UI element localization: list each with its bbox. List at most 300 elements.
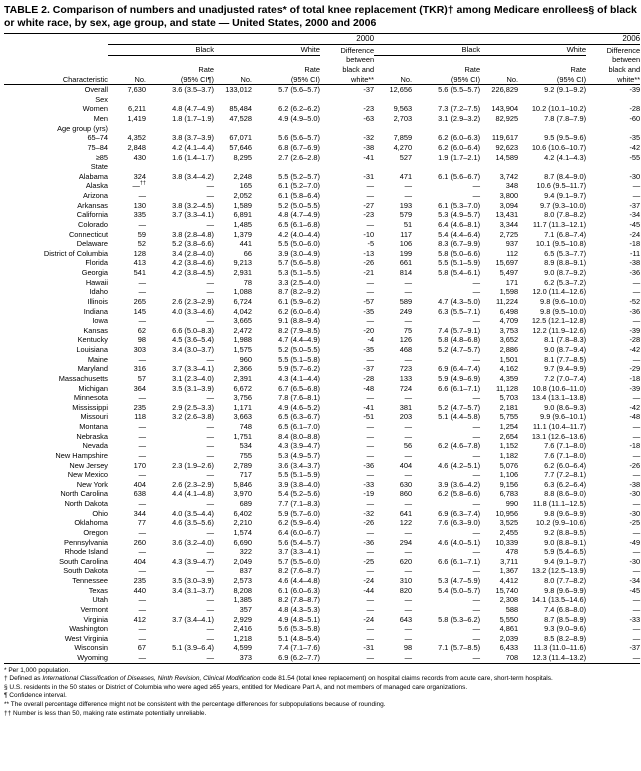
empty-cell: [412, 162, 480, 172]
table-row: [4, 538, 640, 548]
cell-white-2000-no: 3,663: [233, 412, 252, 422]
cell-white-2006-rate: 8.1 (7.8–8.3): [544, 335, 587, 345]
row-label: Idaho: [89, 287, 108, 297]
header-diff-2006-l1: Difference: [606, 45, 641, 55]
empty-cell: [374, 95, 412, 105]
cell-white-2006-rate: 13.4 (13.1–13.8): [531, 393, 587, 403]
cell-black-2000-no: 7,630: [127, 85, 146, 95]
cell-diff-2000: -35: [363, 345, 375, 355]
cell-black-2006-rate: 5.8 (5.4–6.1): [438, 268, 481, 278]
empty-cell: [214, 162, 252, 172]
cell-diff-2000: -33: [363, 479, 375, 489]
header-rate-black-2000: Rate: [198, 64, 214, 74]
cell-diff-2006: -52: [629, 296, 641, 306]
cell-white-2006-rate: 8.7 (8.4–9.0): [544, 171, 587, 181]
cell-diff-2006: -18: [629, 373, 641, 383]
cell-diff-2006: —: [632, 624, 641, 634]
row-label: Minnesota: [73, 393, 108, 403]
cell-black-2006-no: 527: [399, 152, 413, 162]
cell-diff-2000: —: [366, 499, 375, 509]
header-blank-7: [252, 55, 320, 65]
cell-black-2006-no: 199: [399, 248, 413, 258]
cell-diff-2006: —: [632, 287, 641, 297]
header-black-2000: Black: [108, 44, 214, 55]
cell-black-2000-no: —: [138, 450, 146, 460]
empty-cell: [146, 124, 214, 134]
cell-black-2006-no: —: [404, 470, 413, 480]
cell-diff-2006: —: [632, 191, 641, 201]
cell-diff-2000: -63: [363, 114, 375, 124]
table-row: [4, 374, 640, 384]
cell-diff-2000: -24: [363, 614, 375, 624]
cell-white-2000-no: 748: [239, 422, 252, 432]
cell-white-2000-rate: 5.3 (5.1–5.5): [278, 268, 320, 278]
cell-diff-2000: -20: [363, 325, 375, 335]
row-label: Iowa: [92, 316, 108, 326]
cell-diff-2006: -48: [629, 412, 641, 422]
cell-white-2006-no: 3,800: [499, 191, 519, 201]
row-label: Rhode Island: [64, 547, 108, 557]
empty-cell: [374, 124, 412, 134]
empty-cell: [252, 124, 320, 134]
header-rate-white-2000: Rate: [304, 64, 320, 74]
cell-black-2000-rate: —: [206, 441, 214, 451]
cell-black-2006-no: —: [404, 316, 413, 326]
cell-diff-2006: -36: [629, 306, 641, 316]
cell-black-2006-no: 106: [399, 239, 413, 249]
cell-white-2000-rate: 6.7 (6.5–6.8): [278, 383, 320, 393]
cell-white-2006-no: 11,224: [496, 296, 519, 306]
cell-black-2000-no: 430: [133, 152, 146, 162]
cell-diff-2006: —: [632, 499, 641, 509]
row-label: Pennsylvania: [64, 537, 108, 547]
cell-white-2000-no: 8,295: [233, 152, 252, 162]
cell-white-2006-no: 937: [505, 239, 519, 249]
cell-white-2000-no: 373: [214, 653, 252, 663]
header-blank-8: [374, 55, 412, 65]
cell-black-2006-no: 193: [399, 200, 413, 210]
table-row: [4, 278, 640, 288]
row-label: Kentucky: [77, 335, 108, 345]
cell-black-2006-rate: 7.6 (6.3–9.0): [438, 518, 481, 528]
table-row: [4, 518, 640, 528]
cell-white-2006-rate: 9.4 (9.1–9.7): [544, 191, 587, 201]
row-label: New Jersey: [69, 460, 108, 470]
cell-black-2006-no: —: [404, 547, 413, 557]
cell-black-2006-no: 12,656: [389, 85, 413, 95]
cell-black-2000-no: —: [138, 422, 146, 432]
cell-white-2006-no: 1,367: [499, 566, 519, 576]
cell-white-2006-no: 588: [505, 604, 519, 614]
row-label: Missouri: [80, 412, 108, 422]
cell-white-2000-rate: 4.8 (4.7–4.9): [278, 210, 320, 220]
cell-diff-2006: —: [632, 277, 641, 287]
cell-white-2000-rate: 4.9 (4.8–5.1): [278, 614, 320, 624]
header-diff-2006-l2: between: [612, 55, 641, 65]
cell-white-2006-rate: 8.9 (8.8–9.1): [544, 258, 587, 268]
cell-black-2000-rate: 1.6 (1.4–1.7): [172, 152, 214, 162]
cell-white-2006-no: 6,433: [499, 643, 519, 653]
table-row: [4, 114, 640, 124]
cell-diff-2000: —: [366, 441, 375, 451]
cell-black-2000-rate: 3.4 (3.0–3.7): [172, 345, 214, 355]
empty-cell: [252, 162, 320, 172]
cell-black-2006-rate: 6.2 (5.8–6.6): [438, 489, 481, 499]
row-label: Connecticut: [68, 229, 108, 239]
cell-diff-2000: -35: [363, 306, 375, 316]
cell-diff-2006: —: [586, 653, 640, 663]
cell-white-2000-rate: 4.6 (4.4–4.8): [278, 576, 320, 586]
row-label: Arkansas: [77, 200, 108, 210]
cell-white-2000-no: 3,970: [233, 489, 252, 499]
cell-white-2000-no: 85,484: [229, 104, 252, 114]
cell-black-2006-no: —: [404, 595, 413, 605]
cell-white-2006-no: 92,623: [495, 142, 519, 152]
cell-white-2000-rate: 5.6 (5.3–5.8): [278, 624, 320, 634]
row-label: Nevada: [82, 441, 108, 451]
header-blank-4: [108, 55, 146, 65]
cell-white-2006-rate: 9.0 (8.6–9.3): [544, 402, 587, 412]
cell-white-2000-no: 6,690: [233, 537, 252, 547]
cell-black-2006-no: 2,703: [393, 114, 413, 124]
cell-black-2000-no: 404: [133, 556, 146, 566]
cell-white-2006-no: 4,861: [499, 624, 519, 634]
cell-black-2000-rate: 4.2 (4.1–4.4): [172, 142, 214, 152]
cell-black-2006-no: —: [404, 450, 413, 460]
cell-black-2000-rate: 3.8 (2.8–4.8): [172, 229, 214, 239]
cell-white-2000-no: 1,385: [233, 595, 252, 605]
table-header: [4, 33, 640, 85]
cell-white-2000-no: 3,665: [233, 316, 252, 326]
cell-black-2000-no: 128: [133, 248, 146, 258]
row-label: Louisiana: [76, 345, 108, 355]
cell-black-2000-no: —: [138, 287, 146, 297]
cell-black-2000-no: 638: [133, 489, 146, 499]
cell-black-2000-no: 344: [133, 508, 146, 518]
cell-black-2000-no: 316: [133, 364, 146, 374]
cell-black-2000-rate: 1.8 (1.7–1.9): [172, 114, 214, 124]
cell-white-2006-rate: 7.1 (6.8–7.4): [544, 229, 587, 239]
cell-white-2006-rate: 10.6 (9.5–11.7): [536, 181, 587, 191]
cell-white-2000-rate: 3.7 (3.3–4.1): [278, 547, 320, 557]
cell-black-2000-rate: 4.3 (3.9–4.7): [172, 556, 214, 566]
cell-diff-2006: -30: [629, 489, 641, 499]
cell-white-2006-rate: 12.0 (11.4–12.6): [532, 287, 587, 297]
cell-black-2000-rate: 3.1 (2.3–4.0): [172, 373, 214, 383]
cell-black-2006-no: 620: [399, 556, 413, 566]
cell-white-2006-rate: 9.8 (9.6–9.9): [544, 585, 587, 595]
cell-black-2006-rate: —: [472, 181, 481, 191]
cell-black-2006-rate: —: [472, 316, 481, 326]
cell-white-2000-no: 4,042: [233, 306, 252, 316]
cell-black-2000-no: 303: [133, 345, 146, 355]
cell-white-2000-rate: 6.2 (6.2–6.2): [278, 104, 320, 114]
cell-black-2000-no: 404: [133, 479, 146, 489]
cell-black-2000-rate: —: [206, 191, 214, 201]
cell-diff-2006: —: [632, 450, 641, 460]
cell-white-2000-no: 1,575: [233, 345, 252, 355]
section-label: Age group (yrs): [57, 123, 108, 133]
cell-white-2000-no: 689: [239, 499, 252, 509]
cell-white-2000-no: 57,646: [229, 142, 252, 152]
header-rate-white-2006: Rate: [570, 64, 587, 74]
cell-white-2000-rate: 8.2 (7.6–8.7): [278, 566, 320, 576]
cell-black-2000-rate: 3.8 (3.7–3.9): [172, 133, 214, 143]
cell-black-2006-rate: —: [472, 566, 481, 576]
cell-white-2000-no: 3,756: [233, 393, 252, 403]
cell-white-2000-no: 165: [239, 181, 252, 191]
cell-white-2000-no: 960: [239, 354, 252, 364]
empty-cell: [108, 162, 146, 172]
cell-white-2006-rate: 9.8 (9.6–9.9): [544, 508, 587, 518]
header-row-diff2: [4, 55, 640, 65]
cell-black-2006-rate: —: [472, 604, 481, 614]
cell-white-2000-rate: 5.6 (5.6–5.7): [278, 133, 320, 143]
cell-black-2006-no: 310: [399, 576, 413, 586]
header-rate-black-2006: Rate: [464, 64, 481, 74]
cell-black-2006-no: 9,563: [393, 104, 413, 114]
cell-black-2000-no: —: [138, 441, 146, 451]
cell-black-2000-no: 2,848: [127, 142, 146, 152]
cell-white-2000-rate: 3.9 (3.0–4.9): [278, 248, 320, 258]
cell-white-2000-rate: 3.9 (3.8–4.0): [278, 479, 320, 489]
cell-white-2000-no: 357: [239, 604, 252, 614]
cell-black-2006-no: —: [404, 499, 413, 509]
cell-black-2006-no: 589: [399, 296, 413, 306]
cell-black-2000-no: 118: [134, 412, 146, 422]
cell-white-2000-no: 2,248: [233, 171, 252, 181]
cell-diff-2006: -30: [629, 171, 641, 181]
empty-cell: [586, 162, 640, 172]
comparison-table: [4, 33, 640, 664]
header-diff-2006-l4: white**: [617, 74, 641, 84]
cell-diff-2006: -30: [629, 556, 641, 566]
cell-white-2006-no: 82,925: [495, 114, 519, 124]
cell-black-2000-rate: 6.6 (5.0–8.3): [172, 325, 214, 335]
cell-black-2006-no: —: [404, 191, 413, 201]
cell-black-2000-rate: 3.5 (3.1–3.9): [172, 383, 214, 393]
header-blank-6: [214, 55, 252, 65]
header-ci-black-2006: (95% CI): [450, 74, 481, 84]
row-label: Kansas: [83, 325, 108, 335]
cell-white-2006-rate: 7.7 (7.2–8.1): [544, 470, 587, 480]
row-label: 65–74: [87, 133, 108, 143]
table-row: [4, 355, 640, 365]
cell-black-2006-no: —: [404, 354, 413, 364]
cell-black-2000-no: —: [138, 595, 146, 605]
cell-white-2006-no: 15,740: [495, 585, 519, 595]
table-row: [4, 576, 640, 586]
table-row: [4, 422, 640, 432]
cell-white-2000-no: 47,528: [229, 114, 252, 124]
cell-black-2000-rate: 4.4 (4.1–4.8): [172, 489, 214, 499]
cell-diff-2006: -34: [629, 576, 641, 586]
cell-black-2000-rate: —: [206, 547, 214, 557]
cell-black-2006-no: —: [404, 422, 413, 432]
cell-black-2006-no: 294: [399, 537, 413, 547]
cell-white-2006-no: 1,254: [499, 422, 519, 432]
cell-white-2000-no: 4,599: [233, 643, 252, 653]
empty-cell: [320, 124, 374, 134]
cell-black-2000-rate: 3.7 (3.3–4.1): [172, 364, 214, 374]
header-ci-white-2000: (95% CI): [290, 74, 320, 84]
cell-diff-2000: -13: [363, 248, 375, 258]
cell-white-2006-no: 13,431: [495, 210, 519, 220]
table-row: [4, 595, 640, 605]
cell-black-2006-rate: 6.1 (5.6–6.7): [438, 171, 481, 181]
table-row: [4, 201, 640, 211]
header-characteristic: Characteristic: [62, 74, 108, 84]
cell-diff-2000: -51: [363, 412, 375, 422]
cell-white-2000-no: 2,052: [233, 191, 252, 201]
empty-cell: [412, 95, 480, 105]
table-section-row: [4, 95, 640, 105]
cell-black-2006-rate: —: [472, 499, 481, 509]
cell-black-2000-rate: —: [206, 450, 214, 460]
cell-black-2006-no: 643: [399, 614, 413, 624]
cell-white-2000-rate: 5.2 (5.0–5.5): [278, 345, 320, 355]
cell-black-2006-no: —: [404, 527, 413, 537]
cell-diff-2006: —: [632, 633, 641, 643]
cell-diff-2000: —: [366, 316, 375, 326]
cell-diff-2006: —: [632, 316, 641, 326]
cell-black-2006-rate: —: [472, 633, 481, 643]
cell-black-2006-rate: —: [472, 277, 481, 287]
cell-white-2006-rate: 9.5 (9.5–9.6): [544, 133, 587, 143]
cell-white-2000-no: 6,724: [233, 296, 252, 306]
cell-diff-2006: -42: [629, 345, 641, 355]
cell-white-2000-no: 1,988: [233, 335, 252, 345]
cell-white-2000-rate: 7.4 (7.1–7.6): [278, 643, 320, 653]
table-row: [4, 509, 640, 519]
cell-white-2006-no: 3,652: [499, 335, 519, 345]
footnote: ** The overall percentage difference might not be consistent with the percentage differences for subpopulations because of rounding.: [4, 701, 386, 709]
cell-black-2006-rate: 8.3 (6.7–9.9): [438, 239, 481, 249]
cell-black-2000-no: 130: [133, 200, 146, 210]
row-label: Nebraska: [76, 431, 108, 441]
cell-black-2006-rate: —: [472, 624, 481, 634]
cell-diff-2006: -11: [629, 248, 641, 258]
cell-diff-2000: —: [366, 287, 375, 297]
cell-white-2000-rate: 8.2 (7.8–8.7): [278, 595, 320, 605]
cell-diff-2000: —: [320, 653, 374, 663]
cell-diff-2000: —: [366, 624, 375, 634]
row-label: Women: [82, 104, 108, 114]
cell-black-2006-rate: 3.1 (2.9–3.2): [438, 114, 481, 124]
cell-black-2000-rate: —: [206, 431, 214, 441]
footnote: †† Number is less than 50, making rate estimate potentially unreliable.: [4, 709, 207, 717]
empty-cell: [252, 95, 320, 105]
cell-diff-2000: —: [366, 604, 375, 614]
cell-diff-2006: -42: [629, 402, 641, 412]
cell-white-2000-rate: 4.3 (4.1–4.4): [278, 373, 320, 383]
table-row: [4, 316, 640, 326]
row-label: Illinois: [87, 296, 108, 306]
cell-white-2000-rate: 8.4 (8.0–8.8): [278, 431, 320, 441]
cell-white-2006-rate: 11.1 (10.4–11.7): [532, 422, 587, 432]
cell-black-2000-rate: 4.6 (3.5–5.6): [172, 518, 214, 528]
cell-white-2000-no: 837: [239, 566, 252, 576]
cell-white-2006-no: 3,525: [499, 518, 519, 528]
cell-white-2000-rate: 5.2 (5.0–5.5): [278, 200, 320, 210]
cell-white-2000-rate: 4.2 (4.0–4.4): [278, 229, 320, 239]
cell-white-2006-no: 708: [480, 653, 518, 663]
cell-diff-2006: -49: [629, 537, 641, 547]
cell-white-2006-no: 990: [505, 499, 519, 509]
cell-black-2000-rate: 4.8 (4.7–4.9): [172, 104, 214, 114]
cell-black-2000-rate: —: [206, 393, 214, 403]
cell-diff-2006: -24: [629, 229, 641, 239]
cell-black-2000-rate: 3.7 (3.3–4.1): [172, 210, 214, 220]
cell-white-2006-no: 2,039: [499, 633, 519, 643]
page-title: TABLE 2. Comparison of numbers and unadjusted rates* of total knee replacement (TKR)† among Medicare enrollees§ of black or white race, by sex, age group, and state — United States, 2000 and 2006: [4, 4, 637, 29]
cell-diff-2000: —: [366, 470, 375, 480]
cell-black-2000-rate: —: [206, 633, 214, 643]
cell-black-2006-rate: 6.3 (5.5–7.1): [438, 306, 481, 316]
cell-black-2006-rate: —: [472, 422, 481, 432]
cell-black-2006-rate: 5.6 (5.5–5.7): [438, 85, 481, 95]
table-row: [4, 191, 640, 201]
cell-black-2006-rate: 7.1 (5.7–8.5): [438, 643, 481, 653]
cell-white-2000-rate: 5.5 (5.2–5.7): [278, 171, 320, 181]
cell-white-2006-rate: 9.8 (9.5–10.0): [540, 306, 587, 316]
row-label: New York: [76, 479, 108, 489]
cell-black-2006-no: 51: [403, 219, 413, 229]
row-label: Virginia: [83, 614, 108, 624]
empty-cell: [480, 162, 518, 172]
empty-cell: [320, 162, 374, 172]
cell-diff-2006: -28: [629, 104, 641, 114]
section-label: State: [90, 162, 108, 172]
table-row: [4, 230, 640, 240]
cell-white-2000-no: 755: [239, 450, 252, 460]
row-label: ≥85: [95, 152, 108, 162]
row-label: Oregon: [83, 527, 108, 537]
cell-white-2000-no: 2,573: [233, 576, 252, 586]
cell-white-2006-no: 14,589: [495, 152, 519, 162]
cell-white-2000-rate: 8.2 (7.9–8.5): [278, 325, 320, 335]
cell-white-2006-rate: 6.2 (6.0–6.4): [544, 460, 587, 470]
cell-white-2000-no: 6,402: [233, 508, 252, 518]
cell-black-2006-no: —: [404, 181, 413, 191]
table-row: [4, 653, 640, 663]
cell-diff-2006: -18: [629, 441, 641, 451]
cell-diff-2000: -38: [363, 142, 375, 152]
cell-black-2000-no: —: [138, 624, 146, 634]
cell-white-2000-rate: 6.1 (5.2–7.0): [278, 181, 320, 191]
cell-white-2006-no: 4,162: [499, 364, 519, 374]
cell-black-2000-no: 260: [133, 537, 146, 547]
cell-diff-2006: -37: [629, 643, 641, 653]
cell-black-2006-rate: 6.4 (4.6–8.1): [438, 219, 481, 229]
cell-black-2006-rate: 6.9 (6.3–7.4): [438, 508, 481, 518]
cell-black-2000-rate: —: [206, 470, 214, 480]
empty-cell: [320, 95, 374, 105]
cell-black-2006-rate: —: [472, 547, 481, 557]
header-row-labels: [4, 75, 640, 85]
header-blank-9: [412, 55, 480, 65]
cell-white-2006-rate: 11.8 (11.1–12.5): [532, 499, 587, 509]
cell-diff-2006: -39: [629, 325, 641, 335]
row-label: Colorado: [78, 219, 108, 229]
cell-white-2006-no: 6,783: [499, 489, 519, 499]
cell-black-2000-rate: 5.2 (3.8–6.6): [172, 239, 214, 249]
header-ci-black-2000: (95% CI¶): [180, 74, 214, 84]
empty-cell: [374, 162, 412, 172]
cell-white-2006-rate: 13.1 (12.6–13.6): [531, 431, 587, 441]
cell-black-2006-rate: —: [472, 527, 481, 537]
cell-black-2006-rate: 5.8 (5.3–6.2): [438, 614, 481, 624]
